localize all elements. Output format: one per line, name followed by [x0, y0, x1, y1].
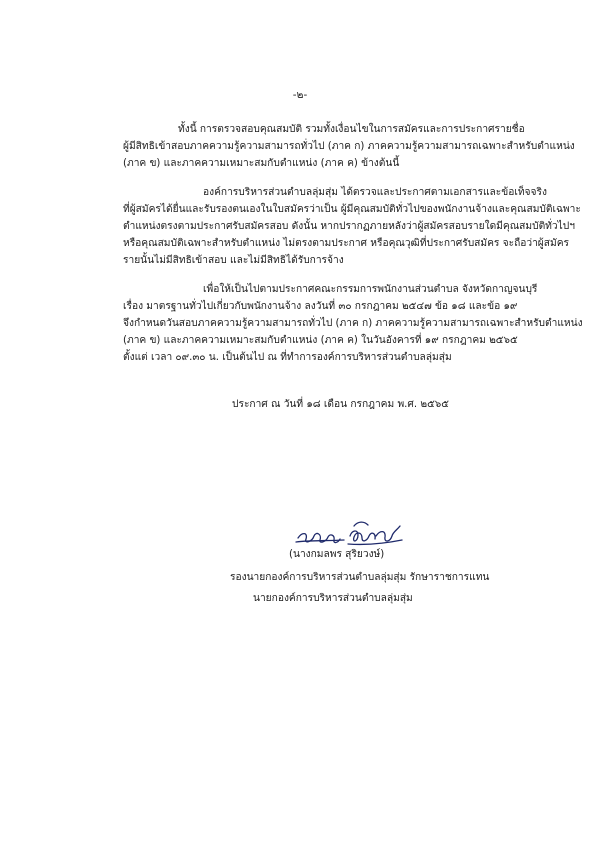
- paragraph-2-line-4: หรือคุณสมบัติเฉพาะสำหรับตำแหน่ง ไม่ตรงตามประกาศ หรือคุณวุฒิที่ประกาศรับสมัคร จะถือว่าผู้สมัคร: [123, 238, 569, 249]
- paragraph-2-line-1: องค์การบริหารส่วนตำบลลุ่มสุ่ม ได้ตรวจและประกาศตามเอกสารและข้อเท็จจริง: [203, 187, 547, 198]
- signer-name: (นางกมลพร สุริยวงษ์): [289, 549, 385, 560]
- paragraph-1-line-1: ทั้งนี้ การตรวจสอบคุณสมบัติ รวมทั้งเงื่อนไขในการสมัครและการประกาศรายชื่อ: [178, 124, 525, 135]
- page-number: -๒-: [292, 89, 308, 101]
- paragraph-3-line-5: ตั้งแต่ เวลา ๐๙.๓๐ น. เป็นต้นไป ณ ที่ทำการองค์การบริหารส่วนตำบลลุ่มสุ่ม: [123, 352, 452, 363]
- paragraph-3-line-2: เรื่อง มาตรฐานทั่วไปเกี่ยวกับพนักงานจ้าง ลงวันที่ ๓๐ กรกฎาคม ๒๕๔๗ ข้อ ๑๘ และข้อ ๑๙: [123, 301, 518, 312]
- announce-date: ประกาศ ณ วันที่ ๑๘ เดือน กรกฎาคม พ.ศ. ๒๕๖๕: [232, 399, 449, 410]
- signer-title-line-1: รองนายกองค์การบริหารส่วนตำบลลุ่มสุ่ม รักษาราชการแทน: [230, 572, 490, 583]
- signer-title-line-2: นายกองค์การบริหารส่วนตำบลลุ่มสุ่ม: [253, 593, 413, 604]
- paragraph-1-line-3: (ภาค ข) และภาคความเหมาะสมกับตำแหน่ง (ภาค ค) ข้างต้นนี้: [123, 158, 400, 169]
- paragraph-2-line-3: ตำแหน่งตรงตามประกาศรับสมัครสอบ ดังนั้น หากปรากฏภายหลังว่าผู้สมัครสอบรายใดมีคุณสมบัติทั่วไปฯ: [123, 221, 575, 232]
- paragraph-3-line-3: จึงกำหนดวันสอบภาคความรู้ความสามารถทั่วไป (ภาค ก) ภาคความรู้ความสามารถเฉพาะสำหรับตำแหน่ง: [123, 318, 583, 329]
- paragraph-2-line-2: ที่ผู้สมัครได้ยื่นและรับรองตนเองในใบสมัครว่าเป็น ผู้มีคุณสมบัติทั่วไปของพนักงานจ้างและคุณสมบัติเฉพาะ: [123, 204, 581, 215]
- paragraph-3-line-1: เพื่อให้เป็นไปตามประกาศคณะกรรมการพนักงานส่วนตำบล จังหวัดกาญจนบุรี: [203, 284, 538, 295]
- paragraph-2-line-5: รายนั้นไม่มีสิทธิเข้าสอบ และไม่มีสิทธิได้รับการจ้าง: [123, 255, 344, 266]
- paragraph-1-line-2: ผู้มีสิทธิเข้าสอบภาคความรู้ความสามารถทั่วไป (ภาค ก) ภาคความรู้ความสามารถเฉพาะสำหรับตำแหน่ง: [123, 141, 575, 152]
- paragraph-3-line-4: (ภาค ข) และภาคความเหมาะสมกับตำแหน่ง (ภาค ค) ในวันอังคารที่ ๑๙ กรกฎาคม ๒๕๖๕: [123, 335, 518, 346]
